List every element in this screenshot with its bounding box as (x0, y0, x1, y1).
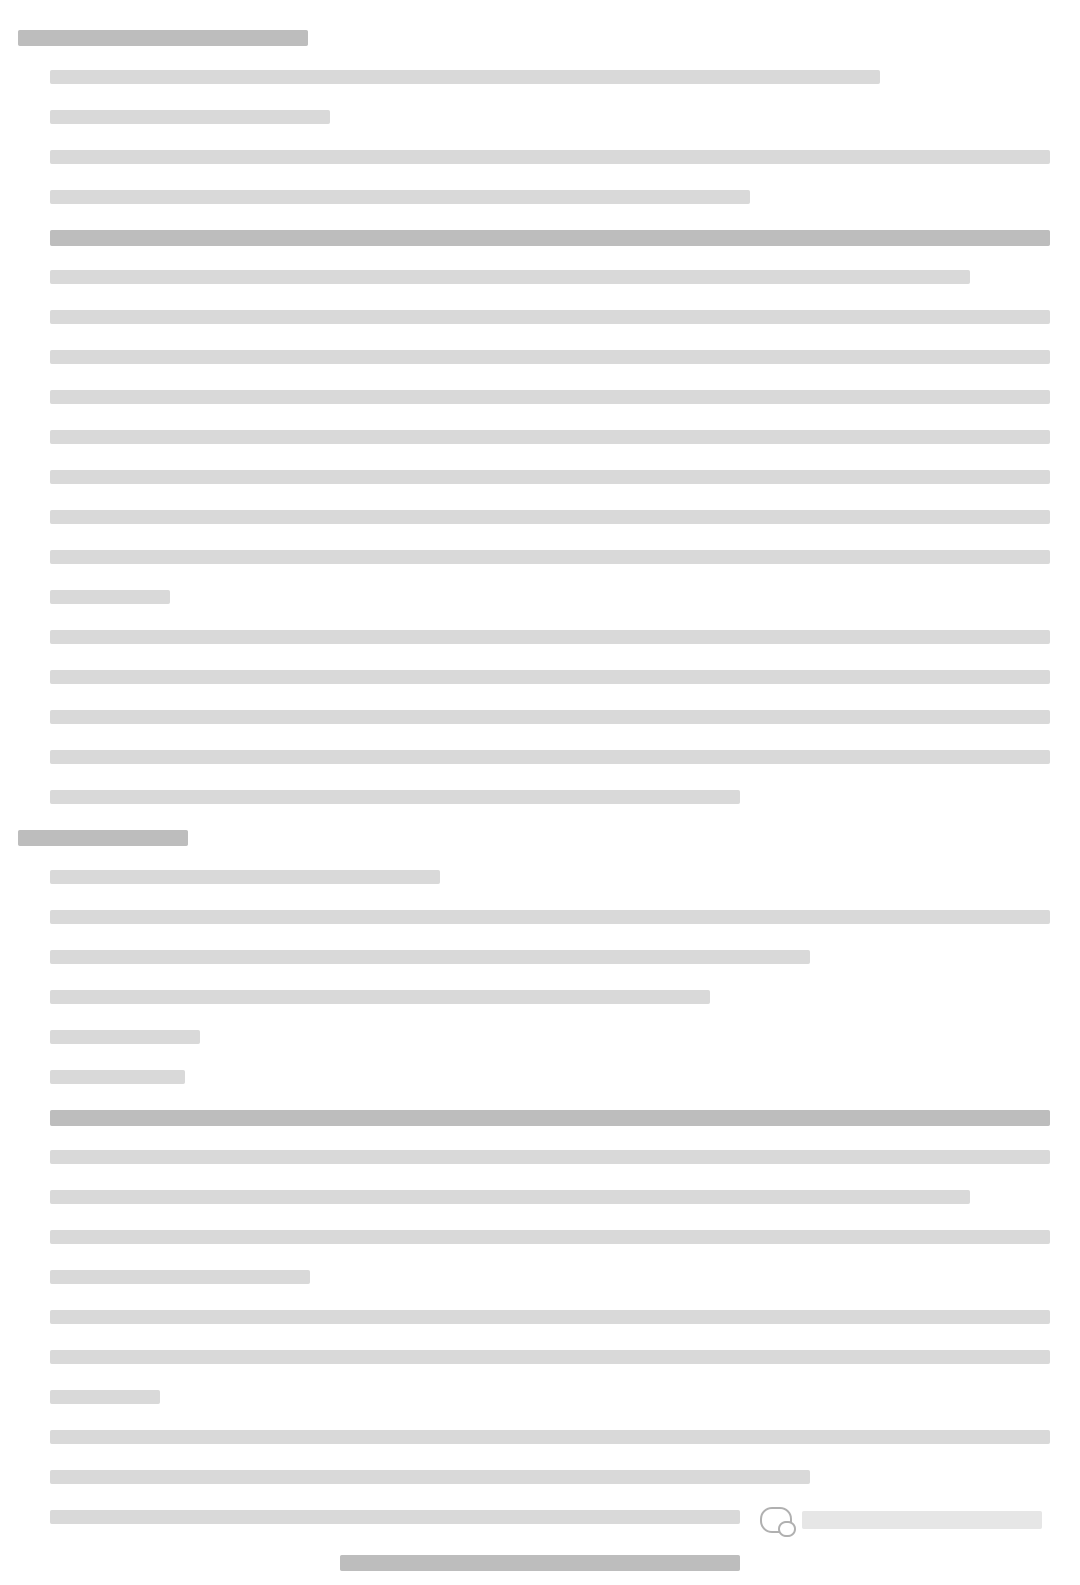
q19-text-line (50, 750, 1050, 764)
q20-text-line (50, 990, 710, 1004)
q19-text-line (50, 790, 740, 804)
q19-text-line (50, 350, 1050, 364)
q19-text-line (18, 30, 308, 46)
q19-text-line (50, 150, 1050, 164)
q19-text-line (50, 310, 1050, 324)
q19-text-line (50, 70, 880, 84)
q20-text-line (50, 870, 440, 884)
q19-text-line (50, 630, 1050, 644)
q20-text-line (50, 950, 810, 964)
q19-text-line (50, 550, 1050, 564)
q19-text-line (50, 390, 1050, 404)
q20-text-line (50, 1430, 1050, 1444)
q19-text-line (50, 110, 330, 124)
q20-text-line (50, 1030, 200, 1044)
q20-text-line (50, 1390, 160, 1404)
q20-text-line (50, 1350, 1050, 1364)
q19-text-line (50, 270, 970, 284)
q19-text-line (50, 510, 1050, 524)
q19-text-line (50, 590, 170, 604)
q19-text-line (50, 670, 1050, 684)
page-footer-placeholder (340, 1555, 740, 1571)
q19-text-line (50, 230, 1050, 246)
q20-text-line (50, 1310, 1050, 1324)
wechat-icon (760, 1507, 792, 1533)
q20-text-line (50, 1070, 185, 1084)
q19-text-line (50, 710, 1050, 724)
watermark (760, 1500, 1050, 1540)
q20-text-line (50, 1470, 810, 1484)
q19-text-line (50, 190, 750, 204)
q20-text-line (50, 1190, 970, 1204)
q20-text-line (50, 1510, 740, 1524)
q20-text-line (50, 910, 1050, 924)
q20-text-line (50, 1110, 1050, 1126)
q19-text-line (50, 430, 1050, 444)
q20-text-line (50, 1270, 310, 1284)
q20-text-line (50, 1150, 1050, 1164)
q19-text-line (50, 470, 1050, 484)
watermark-text-placeholder (802, 1511, 1042, 1529)
q20-text-line (50, 1230, 1050, 1244)
q20-text-line (18, 830, 188, 846)
